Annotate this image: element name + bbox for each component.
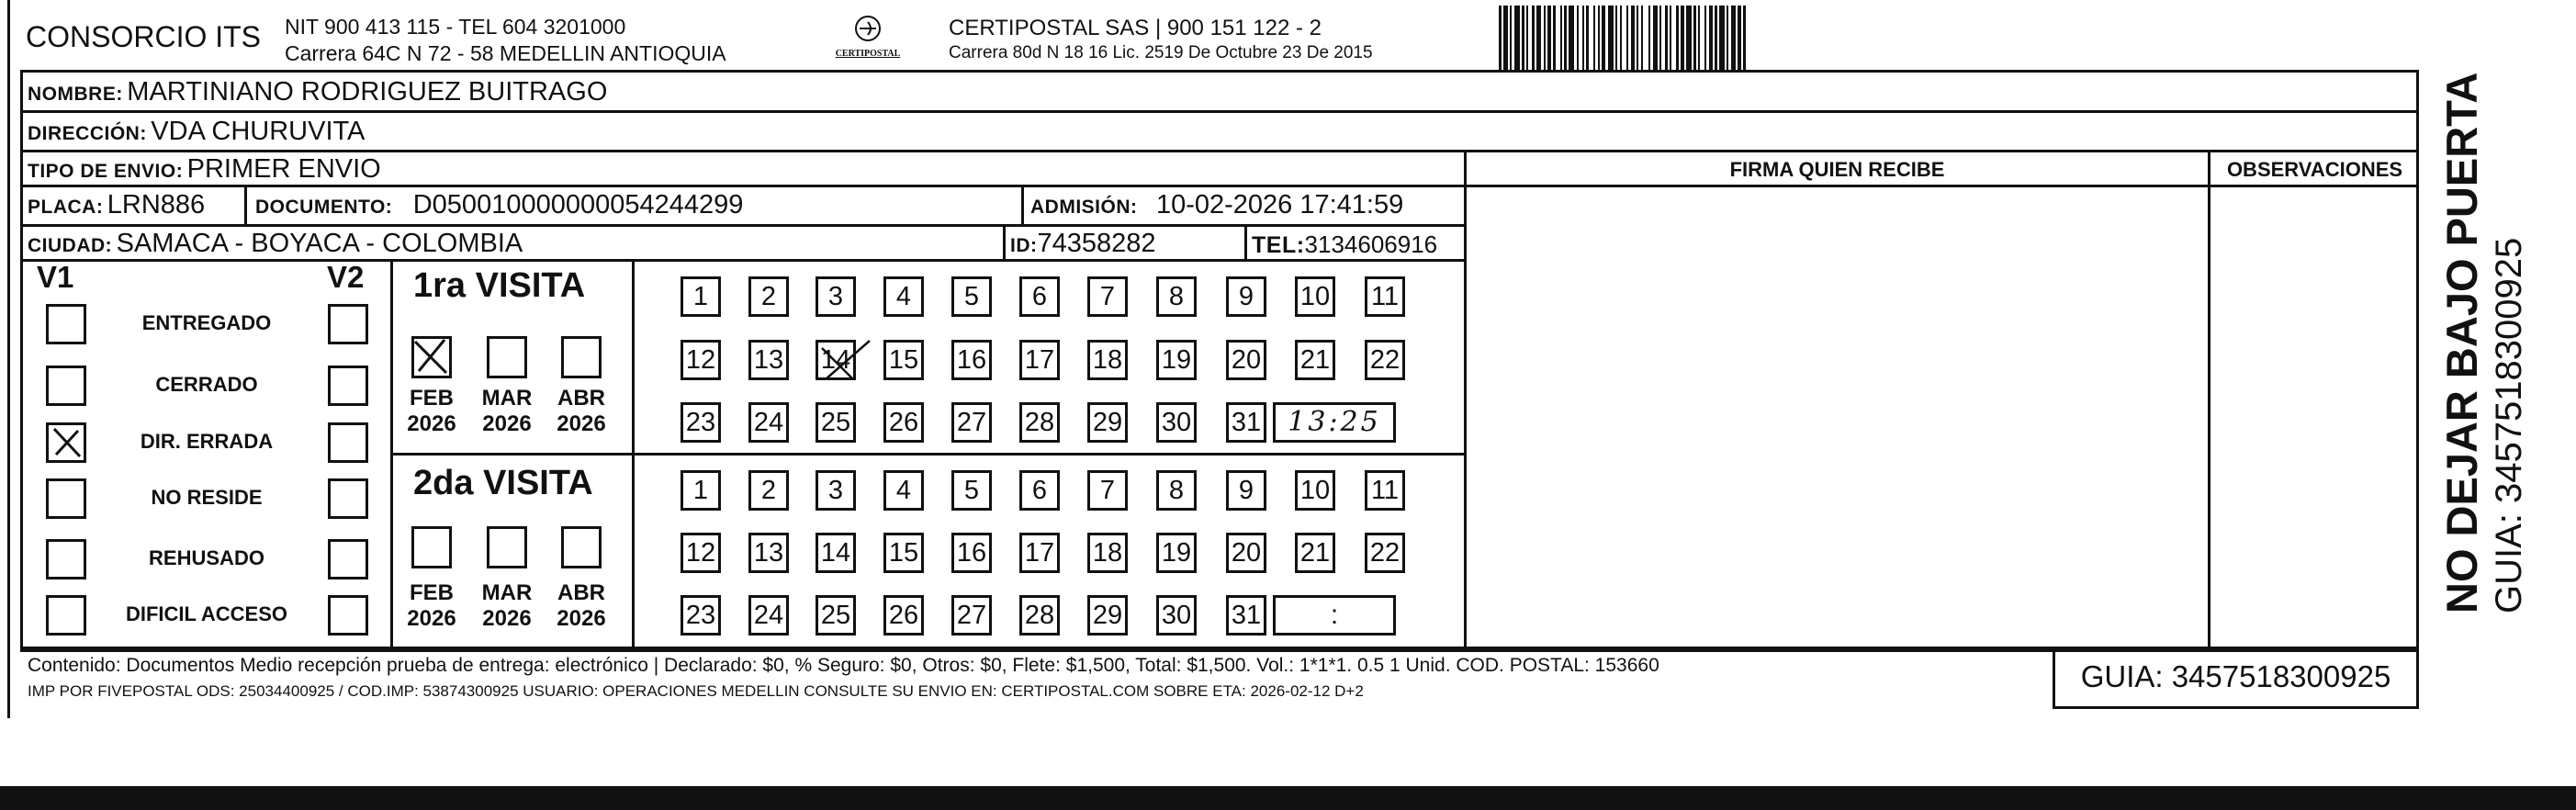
document-value: D050010000000054244299 xyxy=(412,190,744,219)
city-label: CIUDAD: xyxy=(28,235,113,256)
month-year: 2026 xyxy=(557,606,606,631)
visit1-day-box[interactable]: 24 xyxy=(748,402,789,443)
visit-divider xyxy=(390,453,1467,456)
visit2-day-box[interactable]: 16 xyxy=(951,533,992,573)
ship-type-field xyxy=(28,154,381,185)
check-x-icon xyxy=(411,336,454,378)
visit2-day-box[interactable]: 9 xyxy=(1226,470,1266,511)
v2-label: V2 xyxy=(327,260,365,294)
visit2-day-box[interactable]: 5 xyxy=(951,470,992,511)
visit2-month-label xyxy=(545,580,618,632)
company-address: Carrera 64C N 72 - 58 MEDELLIN ANTIOQUIA xyxy=(285,41,726,65)
document-field xyxy=(255,190,743,220)
visit1-day-box[interactable]: 1 xyxy=(681,276,721,317)
visit1-day-box[interactable]: 6 xyxy=(1019,276,1060,317)
bottom-bar xyxy=(0,786,2576,810)
visit2-month-label xyxy=(470,580,544,632)
visit2-day-box[interactable]: 6 xyxy=(1019,470,1060,511)
visit1-day-box[interactable]: 17 xyxy=(1019,340,1060,380)
visit1-time-box[interactable]: 13:25 xyxy=(1273,402,1396,443)
visit1-day-box[interactable]: 31 xyxy=(1226,402,1266,443)
city-field xyxy=(28,229,523,259)
strike-mark-icon xyxy=(813,332,877,387)
visit2-time-box[interactable]: : xyxy=(1273,595,1396,636)
visit1-day-box[interactable]: 4 xyxy=(883,276,924,317)
visit1-month-label xyxy=(395,386,468,437)
visit1-day-box[interactable]: 8 xyxy=(1156,276,1197,317)
visit2-day-box[interactable]: 12 xyxy=(681,533,721,573)
id-value: 74358282 xyxy=(1037,229,1156,258)
cell-divider xyxy=(1003,224,1006,259)
visit2-day-box[interactable]: 28 xyxy=(1019,595,1060,636)
city-value: SAMACA - BOYACA - COLOMBIA xyxy=(116,229,523,258)
visit2-day-box[interactable]: 3 xyxy=(816,470,856,511)
visit1-month-checkbox-abr[interactable] xyxy=(561,336,602,378)
cell-divider xyxy=(1244,224,1247,259)
visit2-month-checkbox-mar[interactable] xyxy=(487,526,527,568)
status-label: DIR. ERRADA xyxy=(140,430,274,453)
visit1-day-box[interactable]: 29 xyxy=(1087,402,1128,443)
visit2-day-box[interactable]: 2 xyxy=(748,470,789,511)
content-line: Contenido: Documentos Medio recepción prueba de entrega: electrónico | Declarado: $0, % Seguro: $0, Otros: $0, Flete: $1,500, Total: $1,500. Vol.: 1*1*1. 0.5 1 Unid. COD. POSTAL: 153660 xyxy=(28,655,1659,676)
name-field xyxy=(28,77,607,107)
visit1-day-box[interactable]: 7 xyxy=(1087,276,1128,317)
v1-checkbox[interactable] xyxy=(46,478,86,519)
month-name: ABR xyxy=(557,386,605,411)
v1-checkbox[interactable] xyxy=(46,539,86,579)
company-name: CONSORCIO ITS xyxy=(26,20,262,53)
visit2-day-box[interactable]: 20 xyxy=(1226,533,1266,573)
company-nit: NIT 900 413 115 - TEL 604 3201000 xyxy=(285,15,626,39)
visit2-day-box[interactable]: 8 xyxy=(1156,470,1197,511)
visit2-day-box[interactable]: 18 xyxy=(1087,533,1128,573)
status-label: REHUSADO xyxy=(149,546,264,569)
month-year: 2026 xyxy=(407,411,456,436)
status-label: NO RESIDE xyxy=(151,486,263,509)
visit1-day-box[interactable]: 2 xyxy=(748,276,789,317)
day-strike-mark xyxy=(813,332,877,387)
visit1-month-label xyxy=(545,386,618,437)
visit1-month-checkbox-mar[interactable] xyxy=(487,336,527,378)
visit2-day-box[interactable]: 17 xyxy=(1019,533,1060,573)
visit2-day-box[interactable]: 15 xyxy=(883,533,924,573)
row-divider xyxy=(20,259,1467,262)
ship-type-value: PRIMER ENVIO xyxy=(186,154,381,184)
visit1-day-box[interactable]: 25 xyxy=(816,402,856,443)
visit1-title: 1ra VISITA xyxy=(413,266,586,305)
tel-value: 3134606916 xyxy=(1304,231,1438,258)
v2-checkbox[interactable] xyxy=(328,595,368,636)
tel-field xyxy=(1252,231,1437,259)
status-label: DIFICIL ACCESO xyxy=(125,602,287,625)
visit1-day-box[interactable]: 10 xyxy=(1295,276,1335,317)
certipostal-logo xyxy=(827,13,909,66)
visit2-day-box[interactable]: 23 xyxy=(681,595,721,636)
v2-checkbox[interactable] xyxy=(328,304,368,344)
plate-field xyxy=(28,190,205,220)
visit1-day-box[interactable]: 18 xyxy=(1087,340,1128,380)
side-guia: GUIA: 3457518300925 xyxy=(2489,237,2529,613)
admission-label: ADMISIÓN: xyxy=(1030,197,1138,218)
visit2-day-box[interactable]: 13 xyxy=(748,533,789,573)
footer-guia: GUIA: 3457518300925 xyxy=(2080,659,2391,693)
carrier-name: CERTIPOSTAL SAS | 900 151 122 - 2 xyxy=(949,16,1322,40)
v2-checkbox[interactable] xyxy=(328,539,368,579)
visit2-day-box[interactable]: 21 xyxy=(1295,533,1335,573)
visit2-day-box[interactable]: 22 xyxy=(1365,533,1405,573)
month-name: MAR xyxy=(481,580,533,605)
visit1-day-box[interactable]: 21 xyxy=(1295,340,1335,380)
certipostal-emblem-icon xyxy=(845,13,891,44)
visit1-day-box[interactable]: 3 xyxy=(816,276,856,317)
visit2-title: 2da VISITA xyxy=(413,464,593,502)
visit1-day-box[interactable]: 11 xyxy=(1365,276,1405,317)
visit1-day-box[interactable]: 28 xyxy=(1019,402,1060,443)
visit1-day-box[interactable]: 15 xyxy=(883,340,924,380)
row-divider xyxy=(20,224,1467,227)
id-field xyxy=(1010,229,1156,259)
visit1-day-box[interactable]: 30 xyxy=(1156,402,1197,443)
address-value: VDA CHURUVITA xyxy=(151,117,366,146)
signature-label: FIRMA QUIEN RECIBE xyxy=(1729,158,1945,181)
visit1-month-checkbox-feb[interactable] xyxy=(411,336,452,378)
v1-checkbox[interactable] xyxy=(46,595,86,636)
visit1-day-box[interactable]: 19 xyxy=(1156,340,1197,380)
admission-field xyxy=(1030,190,1403,220)
carrier-address: Carrera 80d N 18 16 Lic. 2519 De Octubre 23 De 2015 xyxy=(949,43,1373,62)
imp-line: IMP POR FIVEPOSTAL ODS: 25034400925 / COD.IMP: 53874300925 USUARIO: OPERACIONES MEDELLIN CONSULTE SU ENVIO EN: CERTIPOSTAL.COM SOBRE ETA: 2026-02-12 D+2 xyxy=(28,682,1364,700)
cell-divider xyxy=(244,185,247,224)
status-label: ENTREGADO xyxy=(141,311,272,334)
visit1-day-box[interactable]: 26 xyxy=(883,402,924,443)
visit2-day-box[interactable]: 1 xyxy=(681,470,721,511)
visit2-month-checkbox-abr[interactable] xyxy=(561,526,602,568)
v2-checkbox[interactable] xyxy=(328,478,368,519)
month-year: 2026 xyxy=(407,606,456,631)
month-name: FEB xyxy=(410,580,454,605)
visit2-day-box[interactable]: 19 xyxy=(1156,533,1197,573)
name-label: NOMBRE: xyxy=(28,84,123,105)
check-x-icon xyxy=(49,425,84,460)
visit2-day-box[interactable]: 24 xyxy=(748,595,789,636)
logo-wordmark: CERTIPOSTAL xyxy=(835,49,901,59)
visit2-day-box[interactable]: 7 xyxy=(1087,470,1128,511)
visit2-day-box[interactable]: 4 xyxy=(883,470,924,511)
name-value: MARTINIANO RODRIGUEZ BUITRAGO xyxy=(127,77,608,107)
month-name: FEB xyxy=(410,386,454,411)
visit2-day-box[interactable]: 27 xyxy=(951,595,992,636)
shipment-barcode xyxy=(1499,6,2188,70)
visit1-day-box[interactable]: 22 xyxy=(1365,340,1405,380)
status-label: CERRADO xyxy=(155,373,258,396)
month-year: 2026 xyxy=(557,411,606,436)
ship-type-label: TIPO DE ENVIO: xyxy=(28,161,184,182)
id-label: ID: xyxy=(1010,235,1038,256)
v1-label: V1 xyxy=(37,260,74,294)
visit1-day-box[interactable]: 20 xyxy=(1226,340,1266,380)
visit2-day-box[interactable]: 31 xyxy=(1226,595,1266,636)
visit1-day-box[interactable]: 23 xyxy=(681,402,721,443)
v1-checkbox[interactable] xyxy=(46,422,86,463)
address-field xyxy=(28,117,365,147)
visit1-day-box[interactable]: 13 xyxy=(748,340,789,380)
v2-checkbox[interactable] xyxy=(328,422,368,463)
visit2-day-box[interactable]: 30 xyxy=(1156,595,1197,636)
month-year: 2026 xyxy=(482,606,532,631)
cell-divider xyxy=(1021,185,1024,224)
v1-checkbox[interactable] xyxy=(46,366,86,406)
observations-label: OBSERVACIONES xyxy=(2226,158,2403,181)
visit1-day-box[interactable]: 14 xyxy=(816,340,856,380)
side-text xyxy=(2436,72,2574,613)
row-divider xyxy=(20,110,2419,113)
plate-label: PLACA: xyxy=(28,197,104,218)
visit1-day-box[interactable]: 12 xyxy=(681,340,721,380)
month-name: ABR xyxy=(557,580,605,605)
visit2-day-box[interactable]: 26 xyxy=(883,595,924,636)
left-margin-line xyxy=(7,0,10,718)
visit1-day-box[interactable]: 16 xyxy=(951,340,992,380)
row-divider xyxy=(20,185,2419,187)
address-label: DIRECCIÓN: xyxy=(28,123,147,144)
v2-checkbox[interactable] xyxy=(328,366,368,406)
visit1-day-box[interactable]: 5 xyxy=(951,276,992,317)
month-year: 2026 xyxy=(482,411,532,436)
v1-checkbox[interactable] xyxy=(46,304,86,344)
admission-value: 10-02-2026 17:41:59 xyxy=(1155,190,1404,219)
document-label: DOCUMENTO: xyxy=(255,197,393,218)
signature-left-border xyxy=(1464,150,1467,652)
plate-value: LRN886 xyxy=(107,190,206,219)
visit2-day-box[interactable]: 14 xyxy=(816,533,856,573)
tel-label: TEL: xyxy=(1252,232,1305,258)
visit2-day-box[interactable]: 11 xyxy=(1365,470,1405,511)
row-divider xyxy=(20,150,2419,152)
visit2-month-label xyxy=(395,580,468,632)
visit1-day-box[interactable]: 9 xyxy=(1226,276,1266,317)
visit2-day-box[interactable]: 29 xyxy=(1087,595,1128,636)
visit2-month-checkbox-feb[interactable] xyxy=(411,526,452,568)
month-name: MAR xyxy=(481,386,533,411)
visit2-day-box[interactable]: 10 xyxy=(1295,470,1335,511)
observations-left-border xyxy=(2208,150,2210,652)
visit2-day-box[interactable]: 25 xyxy=(816,595,856,636)
visit1-month-label xyxy=(470,386,544,437)
no-dejar-bajo-puerta: NO DEJAR BAJO PUERTA xyxy=(2437,72,2486,613)
visit1-day-box[interactable]: 27 xyxy=(951,402,992,443)
